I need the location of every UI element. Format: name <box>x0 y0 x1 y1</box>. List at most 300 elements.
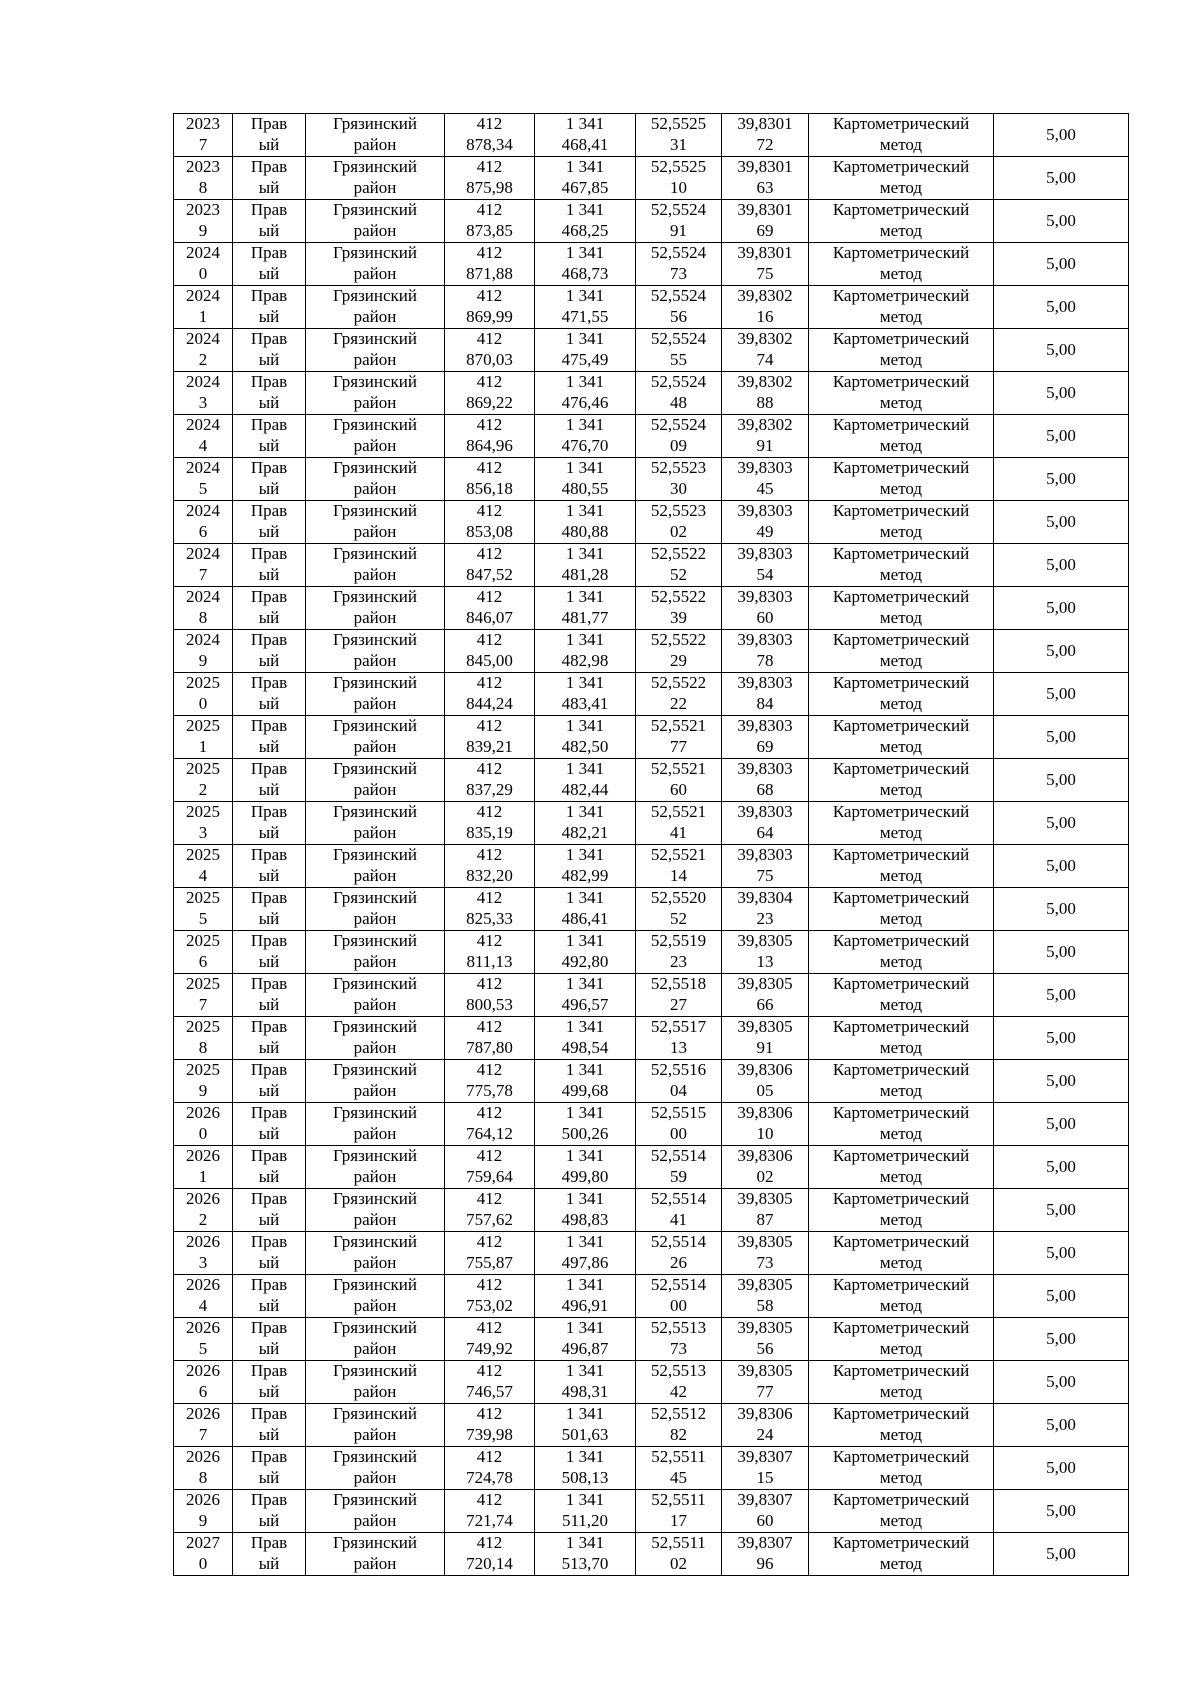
latitude-cell: 52,5516 04 <box>636 1060 722 1103</box>
table-row <box>174 630 1129 673</box>
accuracy-cell: 5,00 <box>994 1404 1129 1447</box>
district-cell: Грязинский район <box>306 587 445 630</box>
bank-side-cell: Прав ый <box>233 1232 306 1275</box>
method-cell: Картометрический метод <box>809 1533 994 1576</box>
bank-side-cell: Прав ый <box>233 673 306 716</box>
longitude-cell: 39,8305 87 <box>722 1189 809 1232</box>
latitude-cell: 52,5511 02 <box>636 1533 722 1576</box>
x-coordinate-cell: 412 873,85 <box>445 200 535 243</box>
table-row <box>174 544 1129 587</box>
point-number-cell: 2025 8 <box>174 1017 233 1060</box>
bank-side-cell: Прав ый <box>233 888 306 931</box>
x-coordinate-cell: 412 757,62 <box>445 1189 535 1232</box>
method-cell: Картометрический метод <box>809 1361 994 1404</box>
method-cell: Картометрический метод <box>809 415 994 458</box>
method-cell: Картометрический метод <box>809 286 994 329</box>
table-row <box>174 1275 1129 1318</box>
method-cell: Картометрический метод <box>809 458 994 501</box>
y-coordinate-cell: 1 341 492,80 <box>535 931 636 974</box>
table-row <box>174 1189 1129 1232</box>
table-row <box>174 243 1129 286</box>
longitude-cell: 39,8303 68 <box>722 759 809 802</box>
point-number-cell: 2025 1 <box>174 716 233 759</box>
district-cell: Грязинский район <box>306 1533 445 1576</box>
x-coordinate-cell: 412 746,57 <box>445 1361 535 1404</box>
table-row <box>174 845 1129 888</box>
method-cell: Картометрический метод <box>809 157 994 200</box>
district-cell: Грязинский район <box>306 1232 445 1275</box>
table-row <box>174 501 1129 544</box>
district-cell: Грязинский район <box>306 157 445 200</box>
y-coordinate-cell: 1 341 496,91 <box>535 1275 636 1318</box>
y-coordinate-cell: 1 341 482,50 <box>535 716 636 759</box>
accuracy-cell: 5,00 <box>994 974 1129 1017</box>
table-row <box>174 114 1129 157</box>
point-number-cell: 2024 5 <box>174 458 233 501</box>
district-cell: Грязинский район <box>306 286 445 329</box>
x-coordinate-cell: 412 825,33 <box>445 888 535 931</box>
x-coordinate-cell: 412 759,64 <box>445 1146 535 1189</box>
longitude-cell: 39,8303 45 <box>722 458 809 501</box>
latitude-cell: 52,5513 73 <box>636 1318 722 1361</box>
district-cell: Грязинский район <box>306 630 445 673</box>
method-cell: Картометрический метод <box>809 114 994 157</box>
table-row <box>174 1146 1129 1189</box>
accuracy-cell: 5,00 <box>994 759 1129 802</box>
bank-side-cell: Прав ый <box>233 1103 306 1146</box>
district-cell: Грязинский район <box>306 716 445 759</box>
table-row <box>174 888 1129 931</box>
x-coordinate-cell: 412 787,80 <box>445 1017 535 1060</box>
longitude-cell: 39,8302 74 <box>722 329 809 372</box>
accuracy-cell: 5,00 <box>994 1146 1129 1189</box>
longitude-cell: 39,8306 10 <box>722 1103 809 1146</box>
y-coordinate-cell: 1 341 513,70 <box>535 1533 636 1576</box>
point-number-cell: 2026 1 <box>174 1146 233 1189</box>
point-number-cell: 2025 3 <box>174 802 233 845</box>
y-coordinate-cell: 1 341 496,87 <box>535 1318 636 1361</box>
point-number-cell: 2026 4 <box>174 1275 233 1318</box>
accuracy-cell: 5,00 <box>994 1189 1129 1232</box>
y-coordinate-cell: 1 341 498,31 <box>535 1361 636 1404</box>
longitude-cell: 39,8301 63 <box>722 157 809 200</box>
table-row <box>174 587 1129 630</box>
x-coordinate-cell: 412 853,08 <box>445 501 535 544</box>
table-row <box>174 372 1129 415</box>
x-coordinate-cell: 412 864,96 <box>445 415 535 458</box>
y-coordinate-cell: 1 341 468,73 <box>535 243 636 286</box>
district-cell: Грязинский район <box>306 458 445 501</box>
district-cell: Грязинский район <box>306 1146 445 1189</box>
bank-side-cell: Прав ый <box>233 329 306 372</box>
longitude-cell: 39,8306 05 <box>722 1060 809 1103</box>
accuracy-cell: 5,00 <box>994 1103 1129 1146</box>
y-coordinate-cell: 1 341 498,54 <box>535 1017 636 1060</box>
district-cell: Грязинский район <box>306 974 445 1017</box>
longitude-cell: 39,8305 13 <box>722 931 809 974</box>
method-cell: Картометрический метод <box>809 1103 994 1146</box>
latitude-cell: 52,5520 52 <box>636 888 722 931</box>
accuracy-cell: 5,00 <box>994 1232 1129 1275</box>
method-cell: Картометрический метод <box>809 1404 994 1447</box>
x-coordinate-cell: 412 856,18 <box>445 458 535 501</box>
y-coordinate-cell: 1 341 498,83 <box>535 1189 636 1232</box>
y-coordinate-cell: 1 341 499,68 <box>535 1060 636 1103</box>
accuracy-cell: 5,00 <box>994 587 1129 630</box>
latitude-cell: 52,5521 14 <box>636 845 722 888</box>
point-number-cell: 2025 7 <box>174 974 233 1017</box>
y-coordinate-cell: 1 341 481,77 <box>535 587 636 630</box>
longitude-cell: 39,8302 88 <box>722 372 809 415</box>
x-coordinate-cell: 412 811,13 <box>445 931 535 974</box>
district-cell: Грязинский район <box>306 1490 445 1533</box>
district-cell: Грязинский район <box>306 1103 445 1146</box>
longitude-cell: 39,8305 56 <box>722 1318 809 1361</box>
x-coordinate-cell: 412 720,14 <box>445 1533 535 1576</box>
accuracy-cell: 5,00 <box>994 157 1129 200</box>
latitude-cell: 52,5521 77 <box>636 716 722 759</box>
method-cell: Картометрический метод <box>809 329 994 372</box>
accuracy-cell: 5,00 <box>994 1361 1129 1404</box>
bank-side-cell: Прав ый <box>233 1146 306 1189</box>
longitude-cell: 39,8303 64 <box>722 802 809 845</box>
x-coordinate-cell: 412 753,02 <box>445 1275 535 1318</box>
bank-side-cell: Прав ый <box>233 974 306 1017</box>
y-coordinate-cell: 1 341 468,41 <box>535 114 636 157</box>
latitude-cell: 52,5524 55 <box>636 329 722 372</box>
y-coordinate-cell: 1 341 497,86 <box>535 1232 636 1275</box>
accuracy-cell: 5,00 <box>994 931 1129 974</box>
method-cell: Картометрический метод <box>809 802 994 845</box>
x-coordinate-cell: 412 871,88 <box>445 243 535 286</box>
point-number-cell: 2026 8 <box>174 1447 233 1490</box>
point-number-cell: 2024 8 <box>174 587 233 630</box>
longitude-cell: 39,8303 54 <box>722 544 809 587</box>
y-coordinate-cell: 1 341 480,88 <box>535 501 636 544</box>
x-coordinate-cell: 412 878,34 <box>445 114 535 157</box>
y-coordinate-cell: 1 341 511,20 <box>535 1490 636 1533</box>
latitude-cell: 52,5525 10 <box>636 157 722 200</box>
point-number-cell: 2026 5 <box>174 1318 233 1361</box>
y-coordinate-cell: 1 341 499,80 <box>535 1146 636 1189</box>
x-coordinate-cell: 412 724,78 <box>445 1447 535 1490</box>
x-coordinate-cell: 412 764,12 <box>445 1103 535 1146</box>
bank-side-cell: Прав ый <box>233 587 306 630</box>
longitude-cell: 39,8303 84 <box>722 673 809 716</box>
longitude-cell: 39,8305 58 <box>722 1275 809 1318</box>
latitude-cell: 52,5522 29 <box>636 630 722 673</box>
accuracy-cell: 5,00 <box>994 630 1129 673</box>
district-cell: Грязинский район <box>306 888 445 931</box>
longitude-cell: 39,8302 16 <box>722 286 809 329</box>
bank-side-cell: Прав ый <box>233 845 306 888</box>
point-number-cell: 2023 7 <box>174 114 233 157</box>
accuracy-cell: 5,00 <box>994 1275 1129 1318</box>
longitude-cell: 39,8307 60 <box>722 1490 809 1533</box>
x-coordinate-cell: 412 875,98 <box>445 157 535 200</box>
point-number-cell: 2025 5 <box>174 888 233 931</box>
x-coordinate-cell: 412 721,74 <box>445 1490 535 1533</box>
district-cell: Грязинский район <box>306 802 445 845</box>
bank-side-cell: Прав ый <box>233 544 306 587</box>
latitude-cell: 52,5521 60 <box>636 759 722 802</box>
district-cell: Грязинский район <box>306 1275 445 1318</box>
bank-side-cell: Прав ый <box>233 1490 306 1533</box>
longitude-cell: 39,8304 23 <box>722 888 809 931</box>
table-body <box>174 114 1129 1576</box>
y-coordinate-cell: 1 341 500,26 <box>535 1103 636 1146</box>
x-coordinate-cell: 412 800,53 <box>445 974 535 1017</box>
accuracy-cell: 5,00 <box>994 1447 1129 1490</box>
district-cell: Грязинский район <box>306 759 445 802</box>
table-row <box>174 1103 1129 1146</box>
y-coordinate-cell: 1 341 476,70 <box>535 415 636 458</box>
method-cell: Картометрический метод <box>809 1275 994 1318</box>
latitude-cell: 52,5523 30 <box>636 458 722 501</box>
y-coordinate-cell: 1 341 471,55 <box>535 286 636 329</box>
accuracy-cell: 5,00 <box>994 1017 1129 1060</box>
latitude-cell: 52,5521 41 <box>636 802 722 845</box>
table-row <box>174 1490 1129 1533</box>
bank-side-cell: Прав ый <box>233 1275 306 1318</box>
y-coordinate-cell: 1 341 501,63 <box>535 1404 636 1447</box>
bank-side-cell: Прав ый <box>233 1447 306 1490</box>
method-cell: Картометрический метод <box>809 1017 994 1060</box>
bank-side-cell: Прав ый <box>233 931 306 974</box>
district-cell: Грязинский район <box>306 1017 445 1060</box>
point-number-cell: 2026 6 <box>174 1361 233 1404</box>
x-coordinate-cell: 412 869,99 <box>445 286 535 329</box>
point-number-cell: 2025 6 <box>174 931 233 974</box>
x-coordinate-cell: 412 749,92 <box>445 1318 535 1361</box>
method-cell: Картометрический метод <box>809 673 994 716</box>
longitude-cell: 39,8302 91 <box>722 415 809 458</box>
method-cell: Картометрический метод <box>809 200 994 243</box>
point-number-cell: 2023 9 <box>174 200 233 243</box>
x-coordinate-cell: 412 837,29 <box>445 759 535 802</box>
latitude-cell: 52,5512 82 <box>636 1404 722 1447</box>
x-coordinate-cell: 412 739,98 <box>445 1404 535 1447</box>
district-cell: Грязинский район <box>306 1318 445 1361</box>
bank-side-cell: Прав ый <box>233 501 306 544</box>
table-row <box>174 1232 1129 1275</box>
method-cell: Картометрический метод <box>809 1060 994 1103</box>
accuracy-cell: 5,00 <box>994 1060 1129 1103</box>
x-coordinate-cell: 412 775,78 <box>445 1060 535 1103</box>
longitude-cell: 39,8301 75 <box>722 243 809 286</box>
table-row <box>174 759 1129 802</box>
point-number-cell: 2024 9 <box>174 630 233 673</box>
y-coordinate-cell: 1 341 486,41 <box>535 888 636 931</box>
district-cell: Грязинский район <box>306 372 445 415</box>
x-coordinate-cell: 412 839,21 <box>445 716 535 759</box>
x-coordinate-cell: 412 832,20 <box>445 845 535 888</box>
accuracy-cell: 5,00 <box>994 458 1129 501</box>
latitude-cell: 52,5514 59 <box>636 1146 722 1189</box>
y-coordinate-cell: 1 341 467,85 <box>535 157 636 200</box>
district-cell: Грязинский район <box>306 1060 445 1103</box>
latitude-cell: 52,5513 42 <box>636 1361 722 1404</box>
bank-side-cell: Прав ый <box>233 114 306 157</box>
method-cell: Картометрический метод <box>809 845 994 888</box>
latitude-cell: 52,5517 13 <box>636 1017 722 1060</box>
district-cell: Грязинский район <box>306 200 445 243</box>
bank-side-cell: Прав ый <box>233 1189 306 1232</box>
table-row <box>174 200 1129 243</box>
y-coordinate-cell: 1 341 496,57 <box>535 974 636 1017</box>
longitude-cell: 39,8303 49 <box>722 501 809 544</box>
y-coordinate-cell: 1 341 482,21 <box>535 802 636 845</box>
point-number-cell: 2023 8 <box>174 157 233 200</box>
x-coordinate-cell: 412 869,22 <box>445 372 535 415</box>
bank-side-cell: Прав ый <box>233 200 306 243</box>
table-row <box>174 458 1129 501</box>
latitude-cell: 52,5515 00 <box>636 1103 722 1146</box>
point-number-cell: 2024 4 <box>174 415 233 458</box>
y-coordinate-cell: 1 341 481,28 <box>535 544 636 587</box>
district-cell: Грязинский район <box>306 415 445 458</box>
longitude-cell: 39,8303 69 <box>722 716 809 759</box>
latitude-cell: 52,5524 56 <box>636 286 722 329</box>
latitude-cell: 52,5522 52 <box>636 544 722 587</box>
district-cell: Грязинский район <box>306 931 445 974</box>
table-row <box>174 1361 1129 1404</box>
table-row <box>174 1404 1129 1447</box>
bank-side-cell: Прав ый <box>233 630 306 673</box>
x-coordinate-cell: 412 844,24 <box>445 673 535 716</box>
x-coordinate-cell: 412 847,52 <box>445 544 535 587</box>
table-row <box>174 1060 1129 1103</box>
y-coordinate-cell: 1 341 480,55 <box>535 458 636 501</box>
latitude-cell: 52,5523 02 <box>636 501 722 544</box>
longitude-cell: 39,8306 24 <box>722 1404 809 1447</box>
longitude-cell: 39,8301 69 <box>722 200 809 243</box>
table-row <box>174 974 1129 1017</box>
y-coordinate-cell: 1 341 482,99 <box>535 845 636 888</box>
coordinates-table <box>173 113 1129 1576</box>
latitude-cell: 52,5511 17 <box>636 1490 722 1533</box>
table-row <box>174 415 1129 458</box>
latitude-cell: 52,5514 41 <box>636 1189 722 1232</box>
accuracy-cell: 5,00 <box>994 243 1129 286</box>
bank-side-cell: Прав ый <box>233 1361 306 1404</box>
latitude-cell: 52,5518 27 <box>636 974 722 1017</box>
latitude-cell: 52,5519 23 <box>636 931 722 974</box>
method-cell: Картометрический метод <box>809 243 994 286</box>
latitude-cell: 52,5524 48 <box>636 372 722 415</box>
accuracy-cell: 5,00 <box>994 372 1129 415</box>
accuracy-cell: 5,00 <box>994 114 1129 157</box>
district-cell: Грязинский район <box>306 1361 445 1404</box>
x-coordinate-cell: 412 845,00 <box>445 630 535 673</box>
accuracy-cell: 5,00 <box>994 286 1129 329</box>
latitude-cell: 52,5514 00 <box>636 1275 722 1318</box>
x-coordinate-cell: 412 870,03 <box>445 329 535 372</box>
method-cell: Картометрический метод <box>809 630 994 673</box>
accuracy-cell: 5,00 <box>994 888 1129 931</box>
latitude-cell: 52,5514 26 <box>636 1232 722 1275</box>
table-row <box>174 286 1129 329</box>
x-coordinate-cell: 412 846,07 <box>445 587 535 630</box>
longitude-cell: 39,8306 02 <box>722 1146 809 1189</box>
point-number-cell: 2027 0 <box>174 1533 233 1576</box>
method-cell: Картометрический метод <box>809 1146 994 1189</box>
method-cell: Картометрический метод <box>809 1189 994 1232</box>
y-coordinate-cell: 1 341 508,13 <box>535 1447 636 1490</box>
table-row <box>174 673 1129 716</box>
bank-side-cell: Прав ый <box>233 157 306 200</box>
y-coordinate-cell: 1 341 483,41 <box>535 673 636 716</box>
longitude-cell: 39,8303 75 <box>722 845 809 888</box>
table-row <box>174 802 1129 845</box>
point-number-cell: 2024 1 <box>174 286 233 329</box>
longitude-cell: 39,8307 15 <box>722 1447 809 1490</box>
bank-side-cell: Прав ый <box>233 243 306 286</box>
longitude-cell: 39,8301 72 <box>722 114 809 157</box>
bank-side-cell: Прав ый <box>233 1060 306 1103</box>
district-cell: Грязинский район <box>306 845 445 888</box>
district-cell: Грязинский район <box>306 243 445 286</box>
bank-side-cell: Прав ый <box>233 1017 306 1060</box>
point-number-cell: 2025 2 <box>174 759 233 802</box>
table-row <box>174 329 1129 372</box>
method-cell: Картометрический метод <box>809 974 994 1017</box>
accuracy-cell: 5,00 <box>994 673 1129 716</box>
point-number-cell: 2026 2 <box>174 1189 233 1232</box>
x-coordinate-cell: 412 755,87 <box>445 1232 535 1275</box>
bank-side-cell: Прав ый <box>233 286 306 329</box>
accuracy-cell: 5,00 <box>994 716 1129 759</box>
point-number-cell: 2026 3 <box>174 1232 233 1275</box>
table-row <box>174 716 1129 759</box>
point-number-cell: 2025 9 <box>174 1060 233 1103</box>
longitude-cell: 39,8305 77 <box>722 1361 809 1404</box>
method-cell: Картометрический метод <box>809 544 994 587</box>
bank-side-cell: Прав ый <box>233 1318 306 1361</box>
accuracy-cell: 5,00 <box>994 802 1129 845</box>
accuracy-cell: 5,00 <box>994 200 1129 243</box>
district-cell: Грязинский район <box>306 673 445 716</box>
longitude-cell: 39,8307 96 <box>722 1533 809 1576</box>
table-row <box>174 931 1129 974</box>
latitude-cell: 52,5522 22 <box>636 673 722 716</box>
method-cell: Картометрический метод <box>809 1232 994 1275</box>
method-cell: Картометрический метод <box>809 888 994 931</box>
y-coordinate-cell: 1 341 475,49 <box>535 329 636 372</box>
point-number-cell: 2024 7 <box>174 544 233 587</box>
bank-side-cell: Прав ый <box>233 1404 306 1447</box>
point-number-cell: 2026 0 <box>174 1103 233 1146</box>
point-number-cell: 2026 7 <box>174 1404 233 1447</box>
method-cell: Картометрический метод <box>809 501 994 544</box>
y-coordinate-cell: 1 341 476,46 <box>535 372 636 415</box>
point-number-cell: 2024 6 <box>174 501 233 544</box>
bank-side-cell: Прав ый <box>233 372 306 415</box>
y-coordinate-cell: 1 341 468,25 <box>535 200 636 243</box>
method-cell: Картометрический метод <box>809 372 994 415</box>
latitude-cell: 52,5525 31 <box>636 114 722 157</box>
y-coordinate-cell: 1 341 482,44 <box>535 759 636 802</box>
bank-side-cell: Прав ый <box>233 716 306 759</box>
point-number-cell: 2026 9 <box>174 1490 233 1533</box>
district-cell: Грязинский район <box>306 114 445 157</box>
table-row <box>174 1533 1129 1576</box>
latitude-cell: 52,5522 39 <box>636 587 722 630</box>
district-cell: Грязинский район <box>306 501 445 544</box>
latitude-cell: 52,5524 91 <box>636 200 722 243</box>
method-cell: Картометрический метод <box>809 716 994 759</box>
latitude-cell: 52,5524 09 <box>636 415 722 458</box>
